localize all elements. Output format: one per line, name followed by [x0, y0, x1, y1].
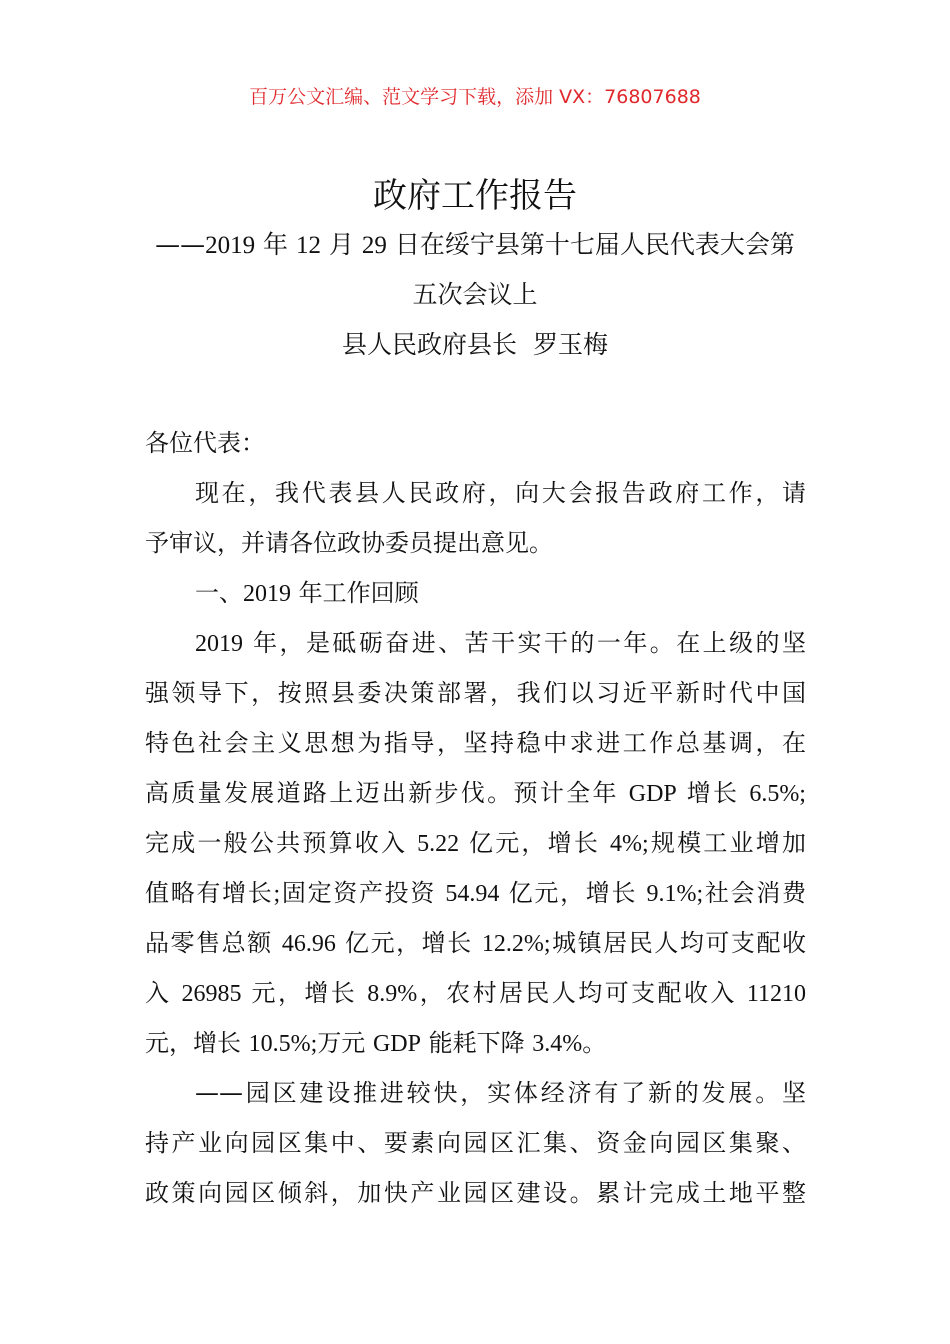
paragraph-line: 持产业向园区集中、要素向园区汇集、资金向园区集聚、: [145, 1129, 806, 1157]
subtitle-line: ——2019 年 12 月 29 日在绥宁县第十七届人民代表大会第: [155, 230, 795, 259]
subtitle-line: 五次会议上: [412, 280, 538, 309]
paragraph-line: 2019 年，是砥砺奋进、苦干实干的一年。在上级的坚: [195, 629, 806, 657]
document-title: 政府工作报告: [373, 176, 577, 216]
paragraph-line: 品零售总额 46.96 亿元，增长 12.2%;城镇居民人均可支配收: [145, 929, 806, 957]
paragraph: [145, 1068, 806, 1218]
paragraphs: [145, 468, 806, 1218]
paragraph-line: 特色社会主义思想为指导，坚持稳中求进工作总基调，在: [145, 729, 806, 757]
paragraph-line: ——园区建设推进较快，实体经济有了新的发展。坚: [195, 1079, 806, 1107]
paragraph-line: 值略有增长;固定资产投资 54.94 亿元，增长 9.1%;社会消费: [145, 879, 807, 907]
author-line: 县人民政府县长 罗玉梅: [342, 330, 608, 359]
paragraph-line: 高质量发展道路上迈出新步伐。预计全年 GDP 增长 6.5%;: [145, 779, 806, 807]
paragraph: [145, 568, 806, 618]
paragraph-line: 元，增长 10.5%;万元 GDP 能耗下降 3.4%。: [145, 1029, 607, 1057]
paragraph-line: 强领导下，按照县委决策部署，我们以习近平新时代中国: [145, 679, 806, 707]
paragraph-line: 政策向园区倾斜，加快产业园区建设。累计完成土地平整: [145, 1179, 806, 1207]
paragraph: [145, 618, 806, 1068]
document-body: [145, 418, 806, 1218]
paragraph-line: 一、2019 年工作回顾: [195, 579, 419, 607]
paragraph-line: 入 26985 元，增长 8.9%，农村居民人均可支配收入 11210: [145, 979, 806, 1007]
paragraph-line: 予审议，并请各位政协委员提出意见。: [145, 529, 553, 557]
paragraph: [145, 468, 806, 568]
watermark-header: 百万公文汇编、范文学习下载，添加 VX：76807688: [249, 86, 701, 108]
paragraph-line: 完成一般公共预算收入 5.22 亿元，增长 4%;规模工业增加: [145, 829, 806, 857]
salutation: 各位代表：: [145, 429, 265, 457]
paragraph-line: 现在，我代表县人民政府，向大会报告政府工作，请: [195, 479, 806, 507]
